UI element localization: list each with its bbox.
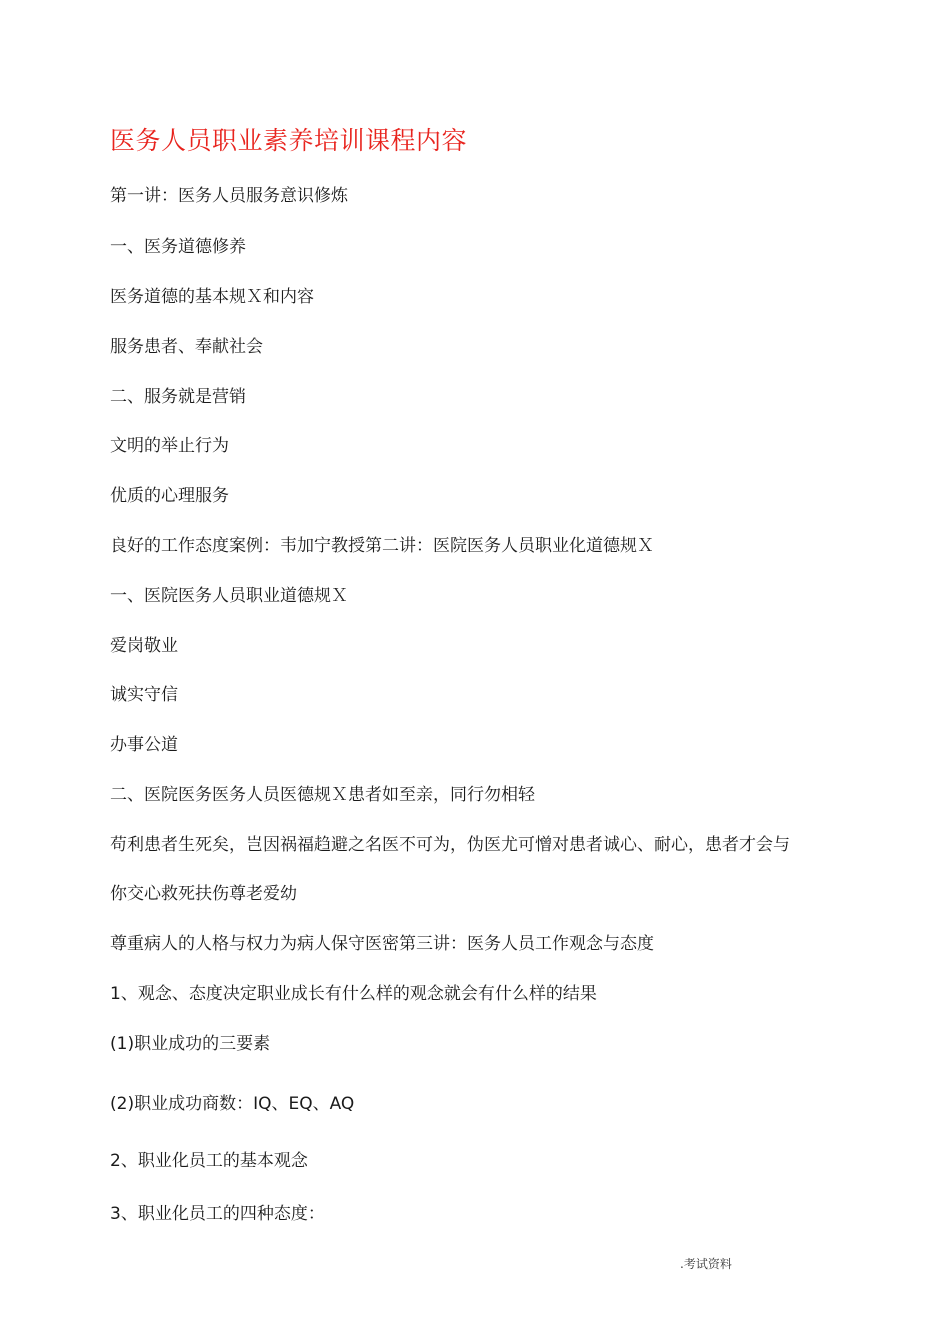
text-line: 二、医院医务医务人员医德规Ｘ患者如至亲，同行勿相轻	[110, 785, 535, 805]
text-line: 爱岗敬业	[110, 636, 178, 656]
document-title: 医务人员职业素养培训课程内容	[110, 126, 468, 155]
text-line: 文明的举止行为	[110, 436, 229, 456]
text-line: 3、职业化员工的四种态度：	[110, 1204, 325, 1224]
text-line: (1)职业成功的三要素	[110, 1034, 271, 1054]
text-line: 苟利患者生死矣，岂因祸福趋避之名医不可为，伪医尤可憎对患者诚心、耐心，患者才会与	[110, 835, 790, 855]
text-line: 二、服务就是营销	[110, 387, 246, 407]
text-line: 诚实守信	[110, 685, 178, 705]
text-line: 你交心救死扶伤尊老爱幼	[110, 884, 297, 904]
text-line: 医务道德的基本规Ｘ和内容	[110, 287, 314, 307]
text-line: 优质的心理服务	[110, 486, 229, 506]
text-line: 一、医务道德修养	[110, 237, 246, 257]
text-line: 第一讲：医务人员服务意识修炼	[110, 186, 348, 206]
text-line: 2、职业化员工的基本观念	[110, 1151, 308, 1171]
text-line: 服务患者、奉献社会	[110, 337, 263, 357]
footer-note: .考试资料	[680, 1257, 732, 1271]
text-line: 一、医院医务人员职业道德规Ｘ	[110, 586, 348, 606]
text-line: 良好的工作态度案例：韦加宁教授第二讲：医院医务人员职业化道德规Ｘ	[110, 536, 654, 556]
text-line: 1、观念、态度决定职业成长有什么样的观念就会有什么样的结果	[110, 984, 597, 1004]
text-line: 尊重病人的人格与权力为病人保守医密第三讲：医务人员工作观念与态度	[110, 934, 654, 954]
text-line: 办事公道	[110, 735, 178, 755]
text-line: (2)职业成功商数：IQ、EQ、AQ	[110, 1094, 355, 1114]
